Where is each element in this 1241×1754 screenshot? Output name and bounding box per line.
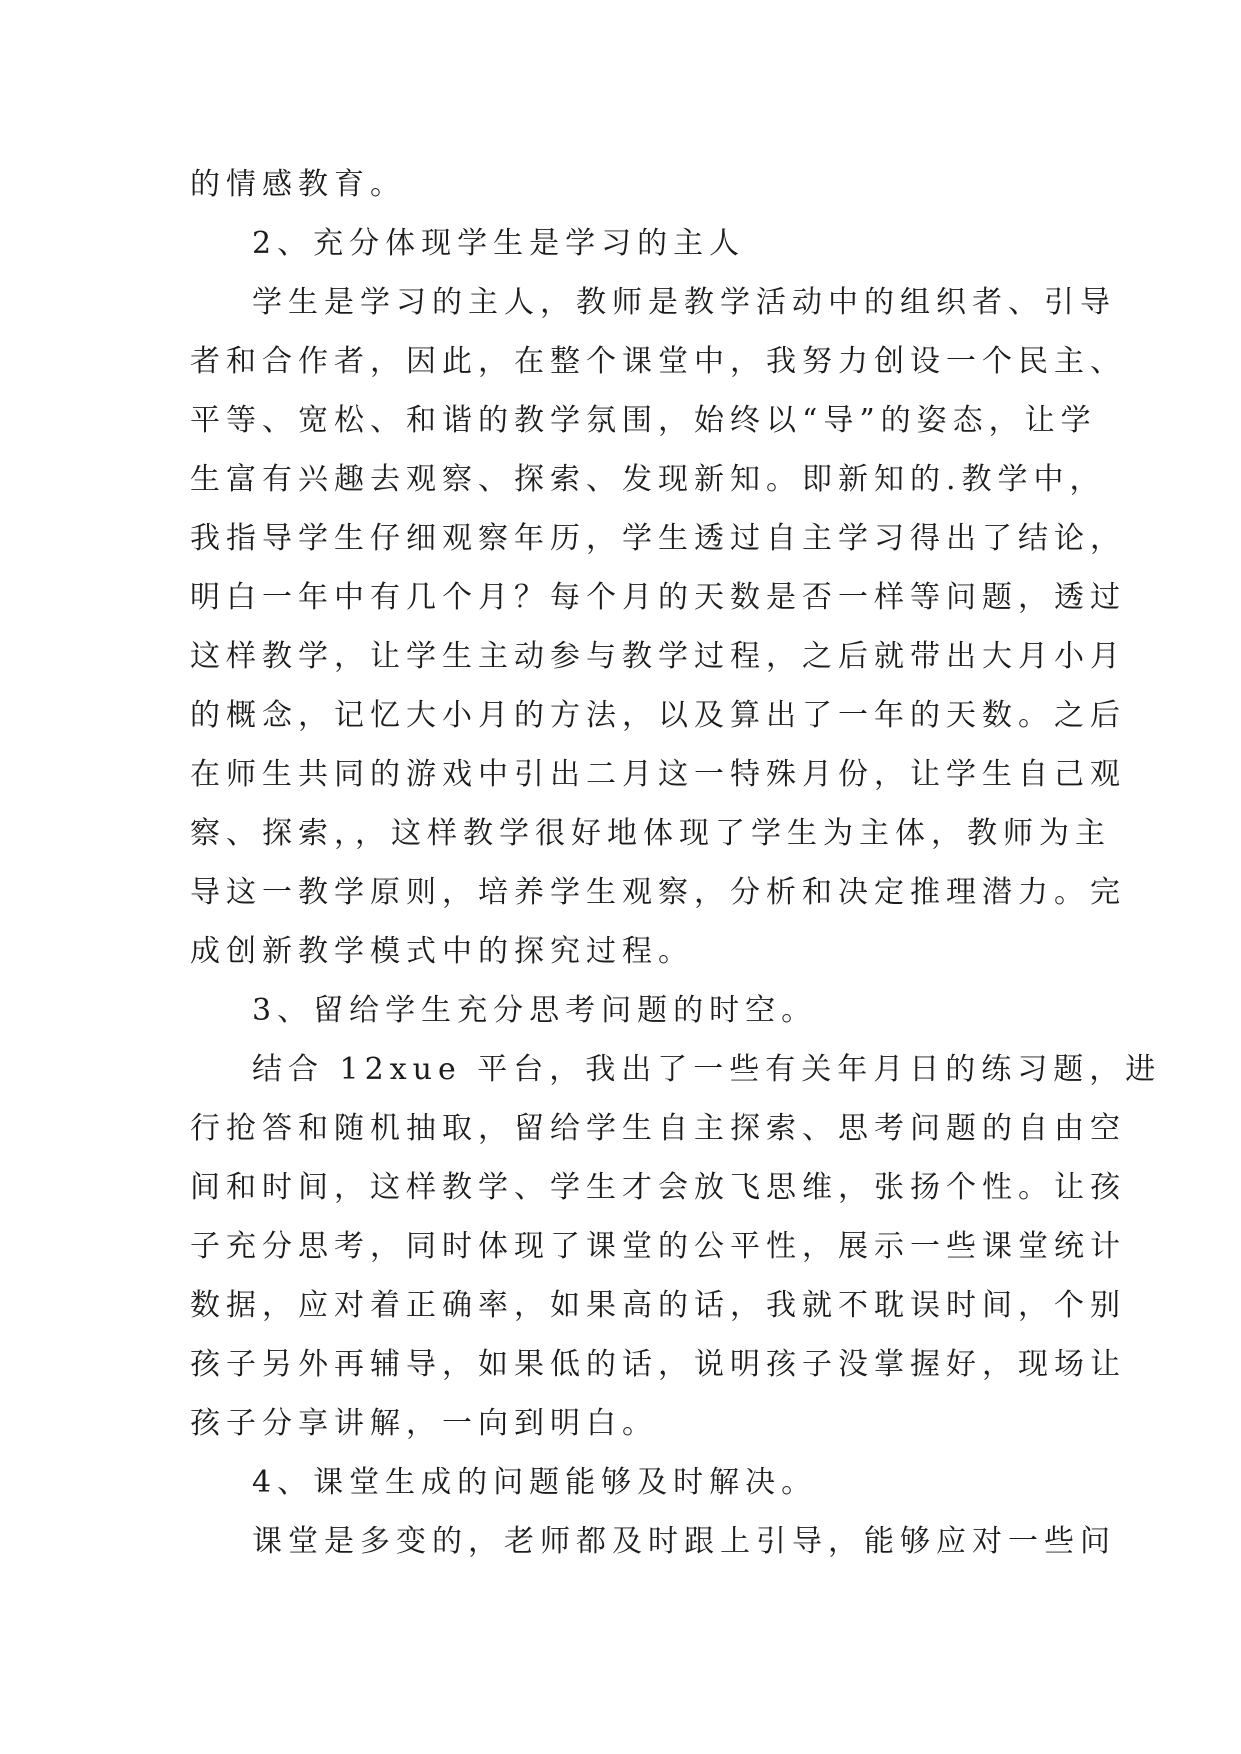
text-line: 的情感教育。: [190, 167, 406, 202]
text-line: 子充分思考，同时体现了课堂的公平性，展示一些课堂统计: [190, 1229, 1126, 1264]
text-line: 导这一教学原则，培养学生观察，分析和决定推理潜力。完: [190, 875, 1126, 910]
text-line: 孩子另外再辅导，如果低的话，说明孩子没掌握好，现场让: [190, 1347, 1126, 1382]
text-line: 数据，应对着正确率，如果高的话，我就不耽误时间，个别: [190, 1288, 1126, 1323]
text-line: 在师生共同的游戏中引出二月这一特殊月份，让学生自己观: [190, 757, 1126, 792]
text-line: 的概念，记忆大小月的方法，以及算出了一年的天数。之后: [190, 698, 1126, 733]
text-line: 成创新教学模式中的探究过程。: [190, 934, 694, 969]
text-line: 孩子分享讲解，一向到明白。: [190, 1406, 658, 1441]
text-line: 课堂是多变的，老师都及时跟上引导，能够应对一些问: [252, 1524, 1116, 1559]
text-line: 明白一年中有几个月？每个月的天数是否一样等问题，透过: [190, 580, 1126, 615]
text-line: 间和时间，这样教学、学生才会放飞思维，张扬个性。让孩: [190, 1170, 1126, 1205]
text-line: 生富有兴趣去观察、探索、发现新知。即新知的.教学中，: [190, 462, 1106, 497]
text-line: 行抢答和随机抽取，留给学生自主探索、思考问题的自由空: [190, 1111, 1126, 1146]
section-heading: 3、留给学生充分思考问题的时空。: [252, 993, 818, 1028]
text-line: 学生是学习的主人，教师是教学活动中的组织者、引导: [252, 285, 1116, 320]
text-line: 察、探索，，这样教学很好地体现了学生为主体，教师为主: [190, 816, 1111, 851]
text-line: 我指导学生仔细观察年历，学生透过自主学习得出了结论，: [190, 521, 1126, 556]
text-line: 平等、宽松、和谐的教学氛围，始终以“导”的姿态，让学: [190, 403, 1097, 438]
text-line: 这样教学，让学生主动参与教学过程，之后就带出大月小月: [190, 639, 1126, 674]
section-heading: 2、充分体现学生是学习的主人: [252, 226, 746, 261]
text-line: 结合 12xue 平台，我出了一些有关年月日的练习题，进: [252, 1052, 1162, 1087]
text-line: 者和合作者，因此，在整个课堂中，我努力创设一个民主、: [190, 344, 1126, 379]
section-heading: 4、课堂生成的问题能够及时解决。: [252, 1465, 818, 1500]
